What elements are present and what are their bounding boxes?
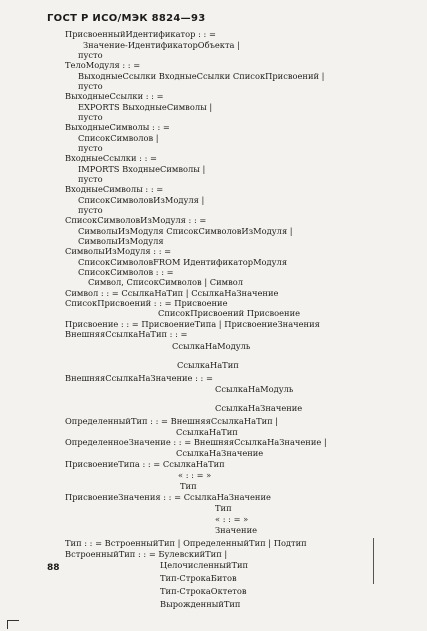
text-line: ВыходныеСсылки ВходныеСсылки СписокПрисвоений | [78, 71, 325, 81]
text-line: ВстроенныйТип : : = БулевскийТип | [65, 549, 228, 559]
text-line: Присвоение : : = ПрисвоениеТипа | ПрисвоениеЗначения [65, 319, 320, 329]
text-line: пусто [78, 112, 103, 122]
text-line: ОпределенныйТип : : = ВнешняяСсылкаНаТип | [65, 416, 279, 426]
text-line: пусто [78, 174, 103, 184]
text-line: пусто [78, 81, 103, 91]
text-line: ЦелочисленныйТип [160, 560, 249, 570]
text-line: СимволыИзМодуля : : = [65, 246, 172, 256]
text-line: ПрисвоенныйИдентификатор : : = [65, 29, 216, 39]
text-line: ВыходныеСимволы : : = [65, 122, 170, 132]
text-line: ВходныеСимволы : : = [65, 184, 164, 194]
text-line: Значение [215, 525, 258, 535]
text-line: ПрисвоениеЗначения : : = СсылкаНаЗначение [65, 492, 271, 502]
text-line: EXPORTS ВыходныеСимволы | [78, 102, 213, 112]
page-number: 88 [47, 563, 60, 573]
text-line: СписокСимволовFROM ИдентификаторМодуля [78, 257, 288, 267]
text-line: ТелоМодуля : : = [65, 60, 141, 70]
text-line: СсылкаНаЗначение [215, 403, 303, 413]
text-line: СписокСимволовИзМодуля | [78, 195, 205, 205]
text-line: ОпределенноеЗначение : : = ВнешняяСсылкаНаЗначение | [65, 437, 327, 447]
text-line: Тип [180, 481, 197, 491]
text-line: СсылкаНаЗначение [176, 448, 264, 458]
corner-mark [7, 620, 19, 629]
text-line: Символ : : = СсылкаНаТип | СсылкаНаЗначение [65, 288, 279, 298]
text-line: « : : = » [215, 514, 249, 524]
text-line: пусто [78, 143, 103, 153]
margin-bar [373, 538, 374, 584]
text-line: СписокПрисвоений Присвоение [158, 308, 301, 318]
text-line: Тип-СтрокаБитов [160, 573, 237, 583]
text-line: Символ, СписокСимволов | Символ [88, 277, 244, 287]
text-line: Тип [215, 503, 232, 513]
text-line: СимволыИзМодуля [78, 236, 164, 246]
text-line: Значение-ИдентификаторОбъекта | [83, 40, 240, 50]
text-line: Тип-СтрокаОктетов [160, 586, 247, 596]
text-line: ВнешняяСсылкаНаТип : : = [65, 329, 188, 339]
text-line: СсылкаНаТип [177, 360, 239, 370]
text-line: пусто [78, 205, 103, 215]
text-line: ВыходныеСсылки : : = [65, 91, 164, 101]
text-line: ВходныеСсылки : : = [65, 153, 157, 163]
text-line: СписокСимволовИзМодуля : : = [65, 215, 207, 225]
text-line: ПрисвоениеТипа : : = СсылкаНаТип [65, 459, 225, 469]
text-line: СсылкаНаМодуль [215, 384, 294, 394]
text-line: СсылкаНаМодуль [172, 341, 251, 351]
text-line: СсылкаНаТип [176, 427, 238, 437]
text-line: пусто [78, 50, 103, 60]
text-line: « : : = » [178, 470, 212, 480]
text-line: ВнешняяСсылкаНаЗначение : : = [65, 373, 213, 383]
text-line: СписокПрисвоений : : = Присвоение [65, 298, 228, 308]
text-line: Тип : : = ВстроенныйТип | ОпределенныйТип | Подтип [65, 538, 307, 548]
page-header: ГОСТ Р ИСО/МЭК 8824—93 [47, 13, 206, 24]
text-line: СимволыИзМодуля СписокСимволовИзМодуля | [78, 226, 293, 236]
text-line: IMPORTS ВходныеСимволы | [78, 164, 206, 174]
text-line: СписокСимволов | [78, 133, 159, 143]
text-line: ВырожденныйТип [160, 599, 241, 609]
text-line: СписокСимволов : : = [78, 267, 174, 277]
